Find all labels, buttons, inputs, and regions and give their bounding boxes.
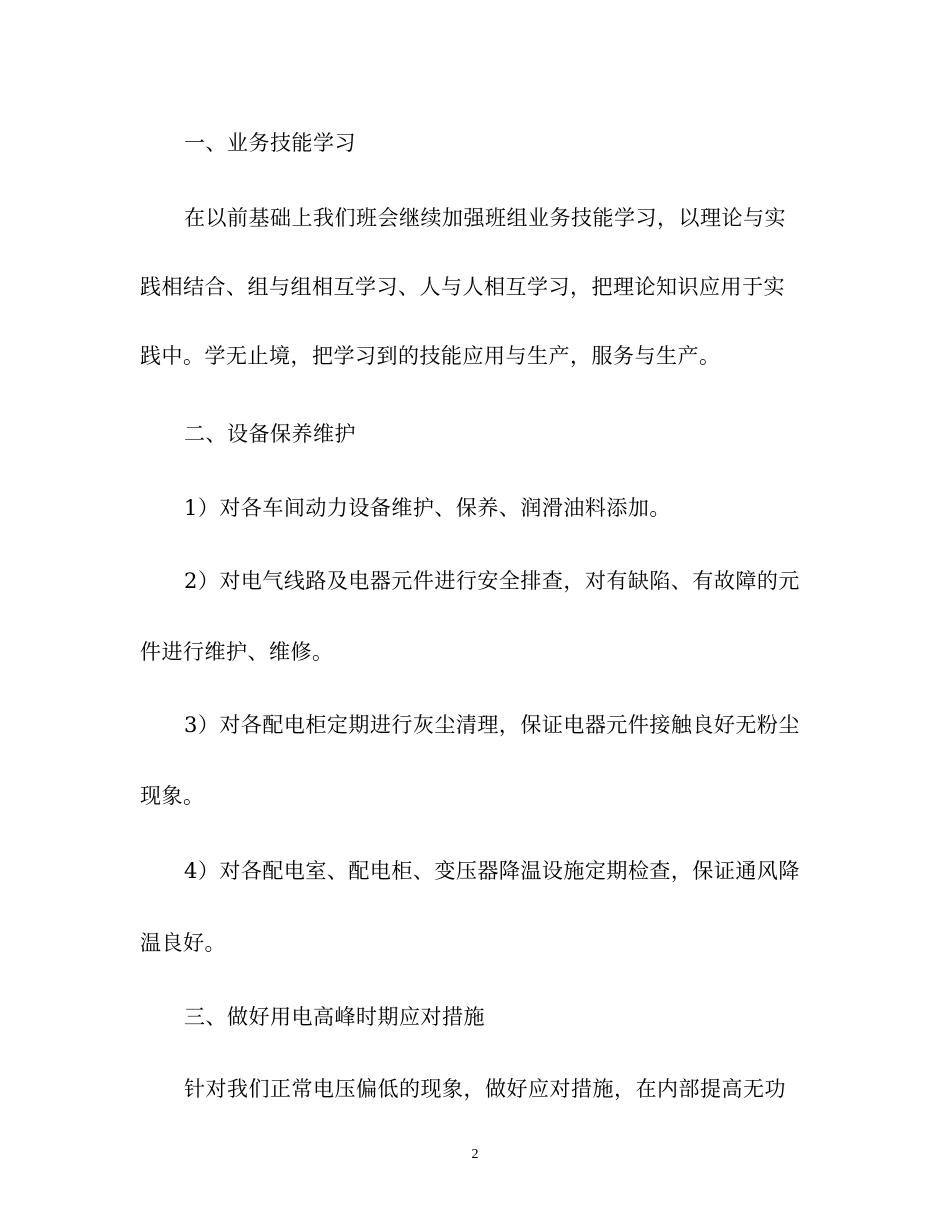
list-item: 4）对各配电室、配电柜、变压器降温设施定期检查，保证通风降 (184, 859, 800, 883)
section-heading-peak-power: 三、做好用电高峰时期应对措施 (184, 1005, 485, 1029)
list-item: 1）对各车间动力设备维护、保养、润滑油料添加。 (184, 496, 671, 520)
paragraph-line: 针对我们正常电压偏低的现象，做好应对措施，在内部提高无功 (184, 1077, 786, 1101)
list-item-continuation: 现象。 (140, 784, 205, 808)
list-item-continuation: 温良好。 (140, 931, 226, 955)
list-item-continuation: 件进行维护、维修。 (140, 640, 334, 664)
paragraph-line: 践相结合、组与组相互学习、人与人相互学习，把理论知识应用于实 (140, 275, 785, 299)
paragraph-line: 践中。学无止境，把学习到的技能应用与生产，服务与生产。 (140, 344, 721, 368)
list-item: 3）对各配电柜定期进行灰尘清理，保证电器元件接触良好无粉尘 (184, 713, 800, 737)
list-item: 2）对电气线路及电器元件进行安全排查，对有缺陷、有故障的元 (184, 569, 800, 593)
section-heading-equipment: 二、设备保养维护 (184, 422, 356, 446)
section-heading-skills: 一、业务技能学习 (184, 131, 356, 155)
paragraph-line: 在以前基础上我们班会继续加强班组业务技能学习，以理论与实 (184, 206, 786, 230)
page-number: 2 (471, 1147, 479, 1162)
